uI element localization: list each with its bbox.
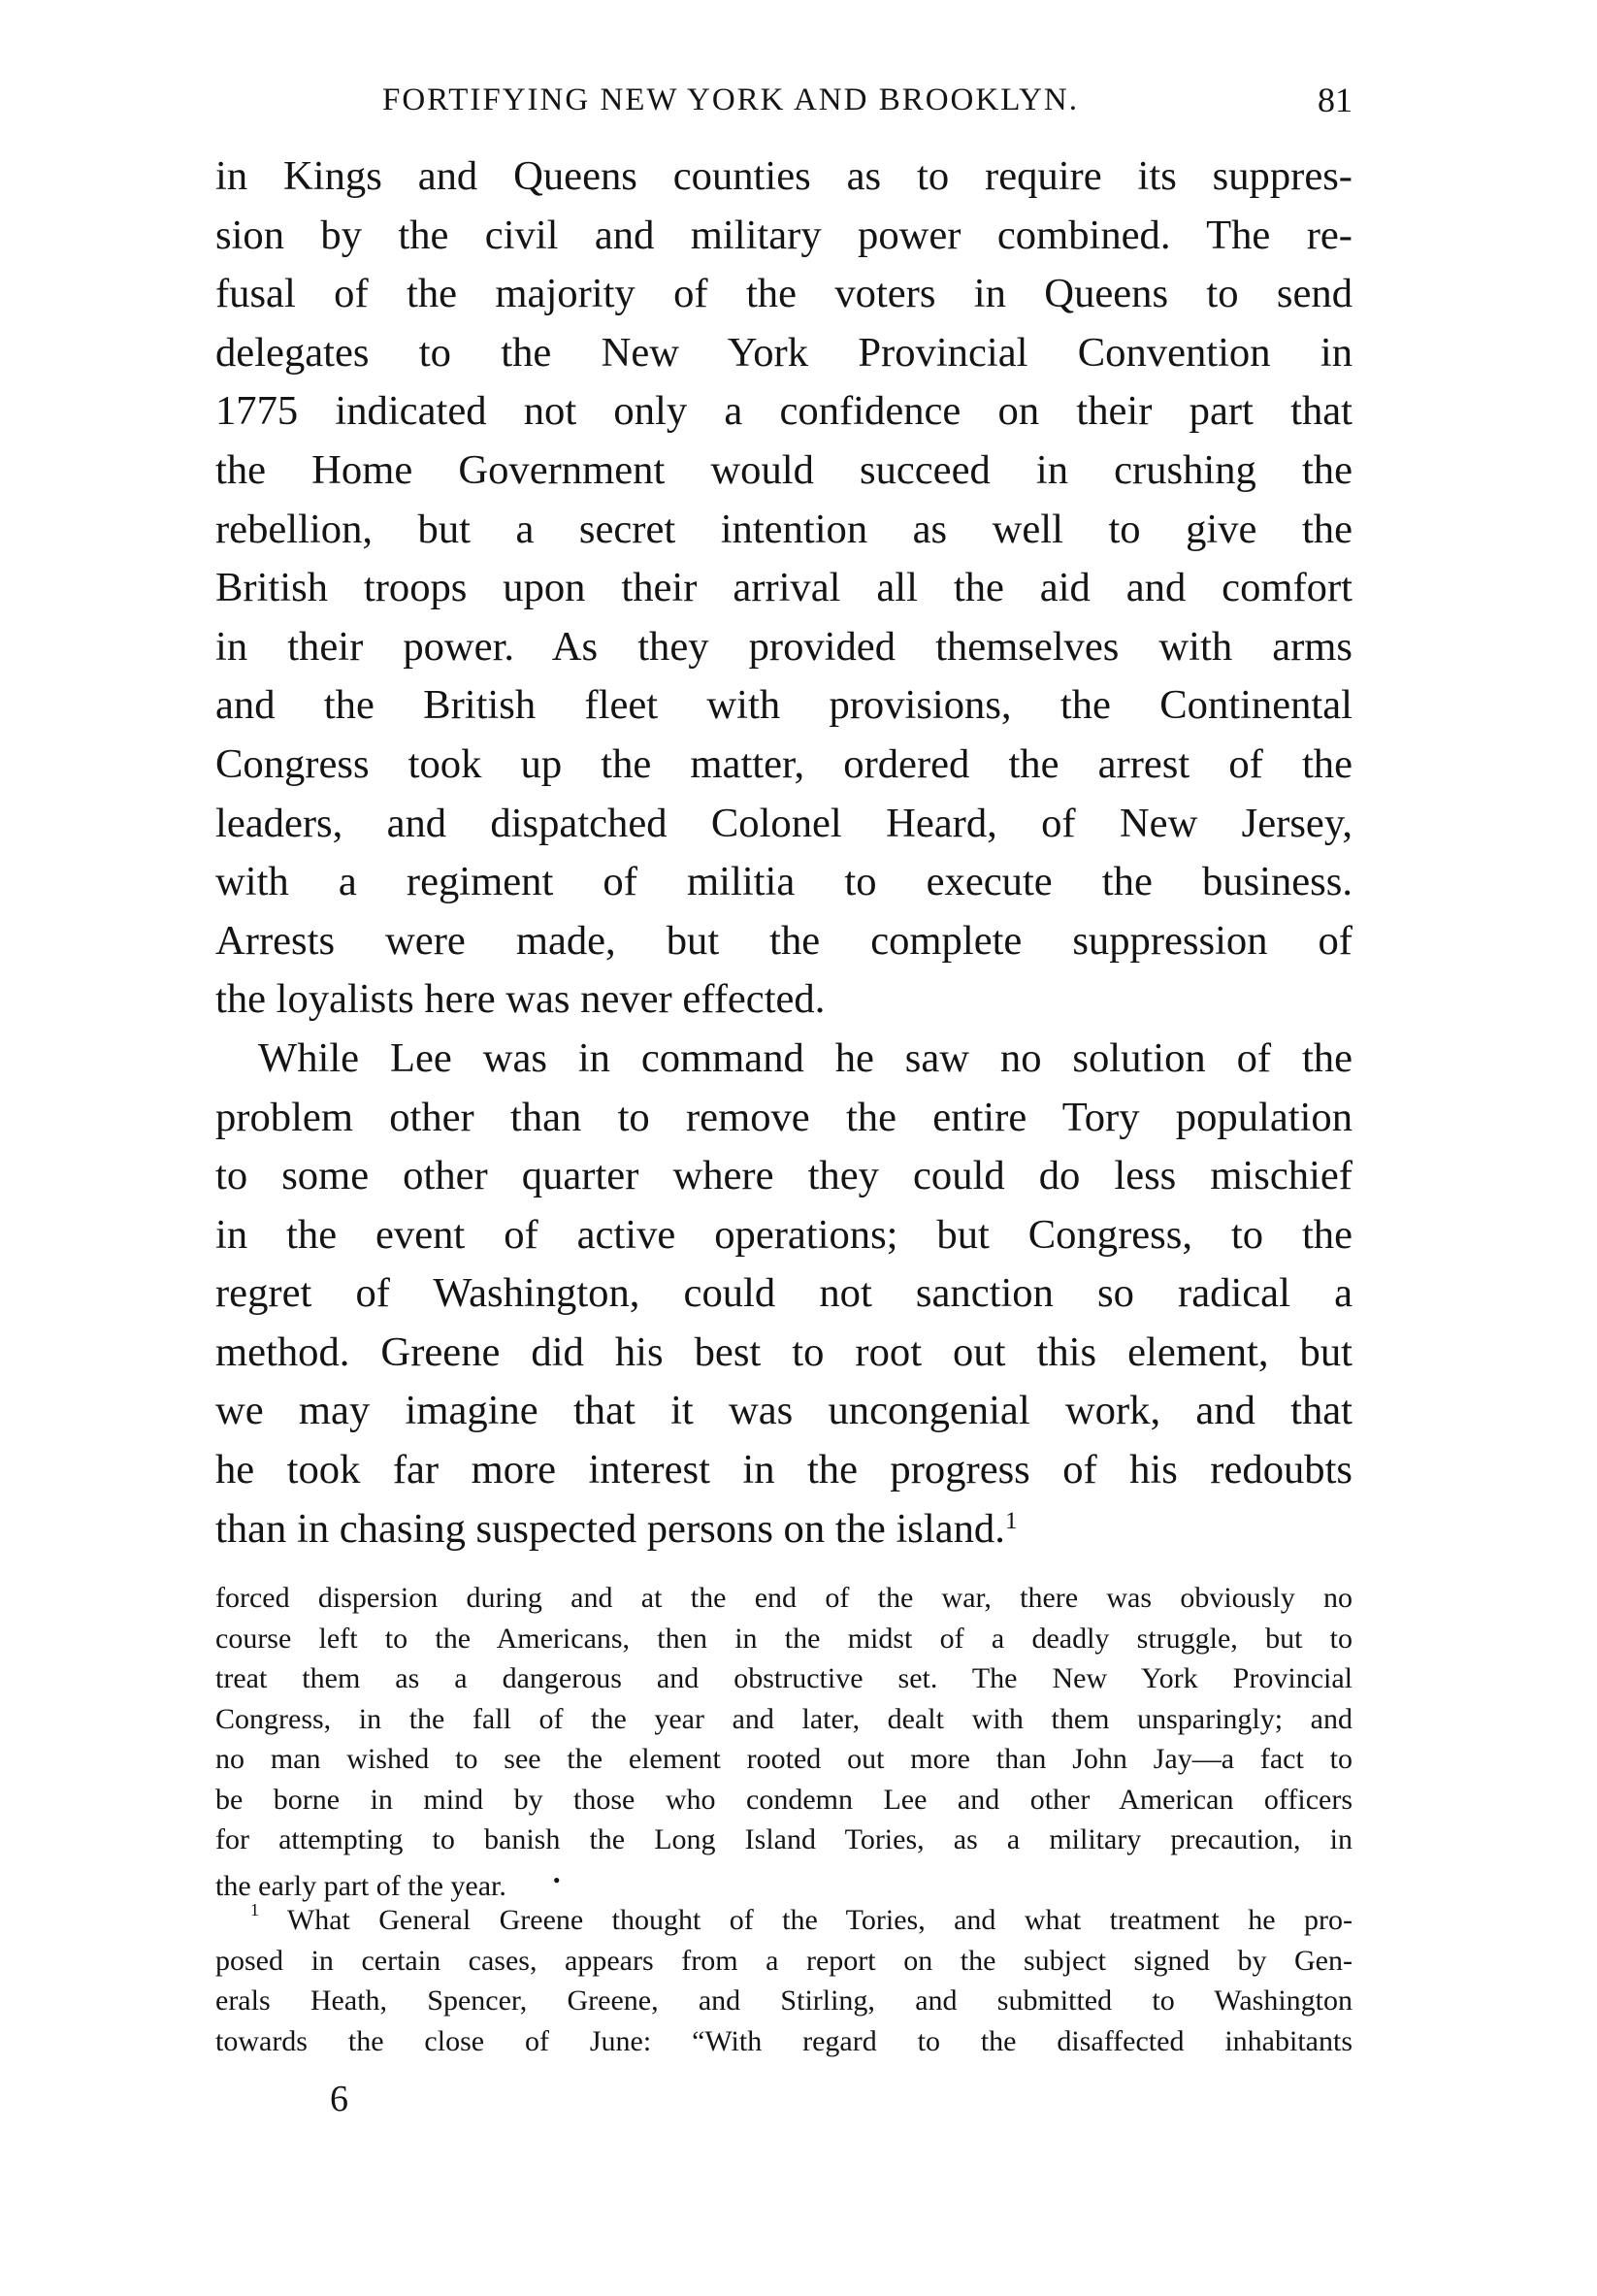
text-line: method. Greene did his best to root out this element, but [215, 1328, 1353, 1375]
text-line: 1775 indicated not only a confidence on their part that [215, 388, 1353, 435]
paragraph-2 [215, 1030, 1353, 1558]
footnote-line: towards the close of June: “With regard to the disaffected inhabitants [215, 2024, 1353, 2057]
text-line: While Lee was in command he saw no solution of the [258, 1034, 1353, 1081]
text-line-content: than in chasing suspected persons on the island. [215, 1505, 1005, 1552]
text-line: we may imagine that it was uncongenial work, and that [215, 1388, 1353, 1434]
footnote-line-content: the early part of the year. [215, 1869, 506, 1902]
footnote-line-content: What General Greene thought of the Tories, and what treatment he pro- [286, 1904, 1353, 1936]
text-line: he took far more interest in the progress of his redoubts [215, 1447, 1353, 1493]
text-line: Congress took up the matter, ordered the arrest of the [215, 740, 1353, 787]
text-line: the Home Government would succeed in crushing the [215, 446, 1353, 493]
text-line: the loyalists here was never effected. [215, 976, 826, 1023]
bullet-mark: • [552, 1867, 561, 1892]
footnote-continuation [215, 1578, 1353, 1900]
footnote-line: course left to the Americans, then in the midst of a deadly struggle, but to [215, 1622, 1353, 1655]
text-line: in the event of active operations; but Congress, to the [215, 1211, 1353, 1258]
footnote-line: Congress, in the fall of the year and later, dealt with them unsparingly; and [215, 1702, 1353, 1735]
body-text [215, 148, 1353, 1558]
text-line: to some other quarter where they could do less mischief [215, 1153, 1353, 1199]
signature-mark: 6 [330, 2079, 348, 2119]
page-number: 81 [1318, 81, 1353, 119]
text-line: fusal of the majority of the voters in Queens to send [215, 271, 1353, 317]
footnote-line [215, 1900, 1353, 1941]
text-line: Arrests were made, but the complete suppression of [215, 917, 1353, 964]
text-line: in their power. As they provided themselves with arms [215, 623, 1353, 670]
text-line: British troops upon their arrival all the aid and comfort [215, 565, 1353, 611]
footnote-line: be borne in mind by those who condemn Lee and other American officers [215, 1783, 1353, 1816]
footnote-marker: 1 [250, 1900, 259, 1919]
footnote-reference: 1 [1004, 1505, 1018, 1534]
paragraph-1 [215, 148, 1353, 1030]
footnotes [215, 1578, 1353, 2061]
text-line: rebellion, but a secret intention as well to give the [215, 506, 1353, 552]
footnote-line: erals Heath, Spencer, Greene, and Stirling, and submitted to Washington [215, 1984, 1353, 2017]
footnote-line: posed in certain cases, appears from a report on the subject signed by Gen- [215, 1944, 1353, 1977]
text-line: in Kings and Queens counties as to require its suppres- [215, 153, 1353, 199]
running-title: FORTIFYING NEW YORK AND BROOKLYN. [382, 82, 1079, 117]
text-line: delegates to the New York Provincial Convention in [215, 329, 1353, 376]
footnote-line-final [215, 1860, 1353, 1901]
text-line: with a regiment of militia to execute the business. [215, 859, 1353, 905]
running-head [215, 76, 1353, 124]
text-line: problem other than to remove the entire Tory population [215, 1094, 1353, 1140]
footnote-line: for attempting to banish the Long Island Tories, as a military precaution, in [215, 1823, 1353, 1855]
text-line: sion by the civil and military power combined. The re- [215, 212, 1353, 258]
text-line-final [215, 1500, 1353, 1559]
footnote-line: no man wished to see the element rooted out more than John Jay—a fact to [215, 1743, 1353, 1775]
text-line: and the British fleet with provisions, the Continental [215, 682, 1353, 729]
text-line: regret of Washington, could not sanction so radical a [215, 1270, 1353, 1317]
footnote-line: treat them as a dangerous and obstructive set. The New York Provincial [215, 1662, 1353, 1694]
footnote-line: forced dispersion during and at the end of the war, there was obviously no [215, 1582, 1353, 1614]
text-line: leaders, and dispatched Colonel Heard, of New Jersey, [215, 800, 1353, 846]
footnote-1 [215, 1900, 1353, 2061]
